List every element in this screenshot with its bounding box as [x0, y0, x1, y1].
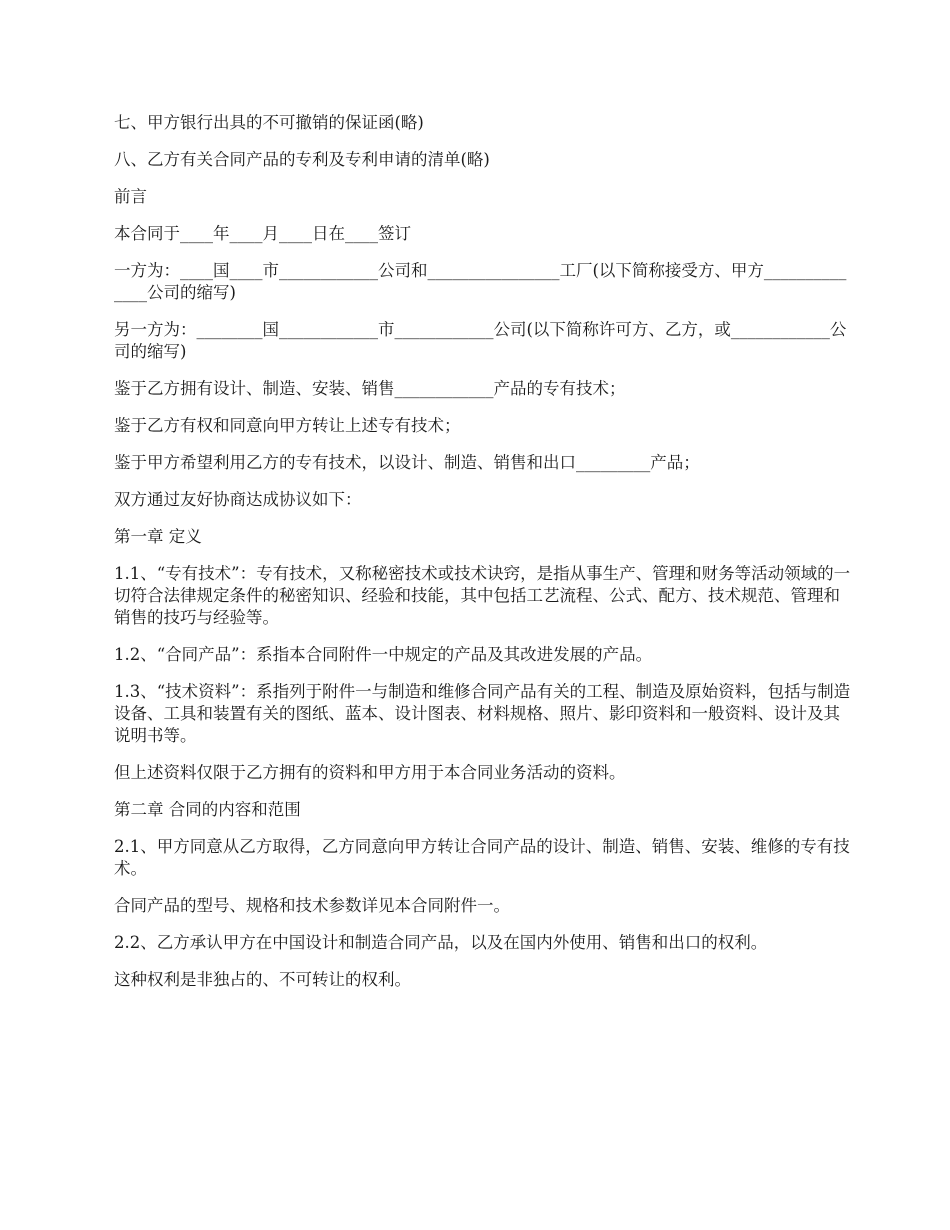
heading-chapter-2: 第二章 合同的内容和范围: [114, 800, 301, 819]
paragraph-whereas-3: 鉴于甲方希望利用乙方的专有技术，以设计、制造、销售和出口_________产品；: [114, 453, 700, 472]
paragraph-party-b: 另一方为：________国____________市____________公司(以下简称许可方、乙方，或____________公司的缩写): [114, 320, 847, 361]
paragraph-2-2-note: 这种权利是非独占的、不可转让的权利。: [114, 970, 411, 989]
document-body: [114, 112, 854, 1006]
paragraph-appendix-8: 八、乙方有关合同产品的专利及专利申请的清单(略): [114, 150, 490, 169]
heading-preface: 前言: [114, 187, 147, 206]
paragraph-whereas-1: 鉴于乙方拥有设计、制造、安装、销售____________产品的专有技术；: [114, 379, 626, 398]
paragraph-1-3: 1.3、“技术资料”：系指列于附件一与制造和维修合同产品有关的工程、制造及原始资料，包括与制造设备、工具和装置有关的图纸、蓝本、设计图表、材料规格、照片、影印资料和一般资料、设计及其说明书等。: [114, 682, 851, 745]
paragraph-1-2: 1.2、“合同产品”：系指本合同附件一中规定的产品及其改进发展的产品。: [114, 645, 653, 664]
paragraph-2-2: 2.2、乙方承认甲方在中国设计和制造合同产品，以及在国内外使用、销售和出口的权利。: [114, 933, 768, 952]
paragraph-1-1: 1.1、“专有技术”：专有技术，又称秘密技术或技术诀窍，是指从事生产、管理和财务等活动领域的一切符合法律规定条件的秘密知识、经验和技能，其中包括工艺流程、公式、配方、技术规范、管理和销售的技巧与经验等。: [114, 564, 851, 627]
paragraph-whereas-2: 鉴于乙方有权和同意向甲方转让上述专有技术；: [114, 416, 461, 435]
heading-chapter-1: 第一章 定义: [114, 527, 202, 546]
paragraph-signing-date: 本合同于____年____月____日在____签订: [114, 224, 411, 243]
paragraph-1-3-note: 但上述资料仅限于乙方拥有的资料和甲方用于本合同业务活动的资料。: [114, 763, 626, 782]
paragraph-party-a: 一方为：____国____市____________公司和________________工厂(以下简称接受方、甲方______________公司的缩写): [114, 261, 847, 302]
paragraph-appendix-7: 七、甲方银行出具的不可撤销的保证函(略): [114, 113, 424, 132]
paragraph-2-1: 2.1、甲方同意从乙方取得，乙方同意向甲方转让合同产品的设计、制造、销售、安装、维修的专有技术。: [114, 837, 850, 878]
paragraph-2-1-note: 合同产品的型号、规格和技术参数详见本合同附件一。: [114, 896, 510, 915]
paragraph-agreement: 双方通过友好协商达成协议如下：: [114, 490, 362, 509]
